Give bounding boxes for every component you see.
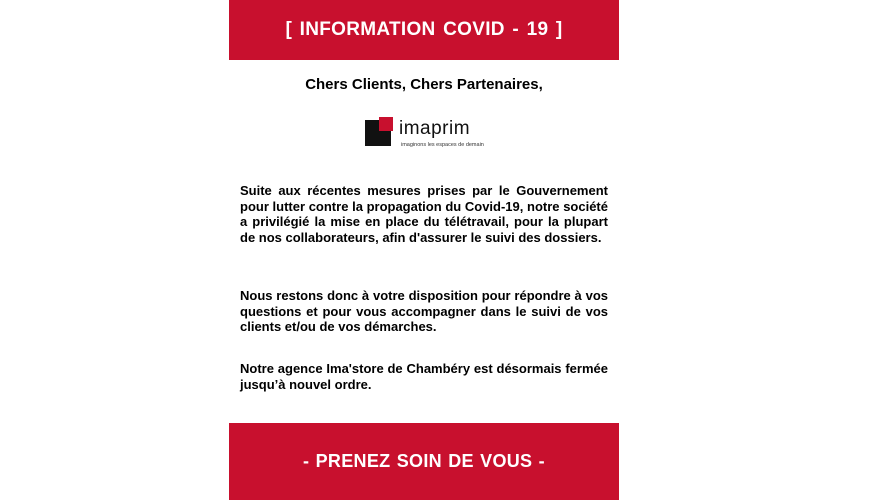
logo-tagline: imaginons les espaces de demain [401, 142, 484, 148]
header-banner [229, 0, 619, 60]
paragraph-telework: Suite aux récentes mesures prises par le Gouvernement pour lutter contre la propagation du Covid-19, notre société a privilégié la mise en place du télétravail, pour la plupart de nos collaborateurs, afin d'assurer le suivi des dossiers. [240, 183, 608, 245]
paragraph-agency-closed: Notre agence Ima'store de Chambéry est désormais fermée jusqu’à nouvel ordre. [240, 361, 608, 392]
logo-wordmark: imaprim [399, 118, 471, 139]
covid-info-poster [229, 0, 619, 500]
logo-red-square-icon [379, 117, 393, 131]
paragraph-availability: Nous restons donc à votre disposition pour répondre à vos questions et pour vous accompagner dans le suivi de vos clients et/ou de vos démarches. [240, 288, 608, 334]
greeting: Chers Clients, Chers Partenaires, [305, 76, 543, 93]
footer-message: - PRENEZ SOIN DE VOUS - [303, 451, 545, 471]
imaprim-logo [365, 117, 485, 153]
header-title: [ INFORMATION COVID - 19 ] [285, 19, 563, 40]
footer-banner [229, 423, 619, 500]
